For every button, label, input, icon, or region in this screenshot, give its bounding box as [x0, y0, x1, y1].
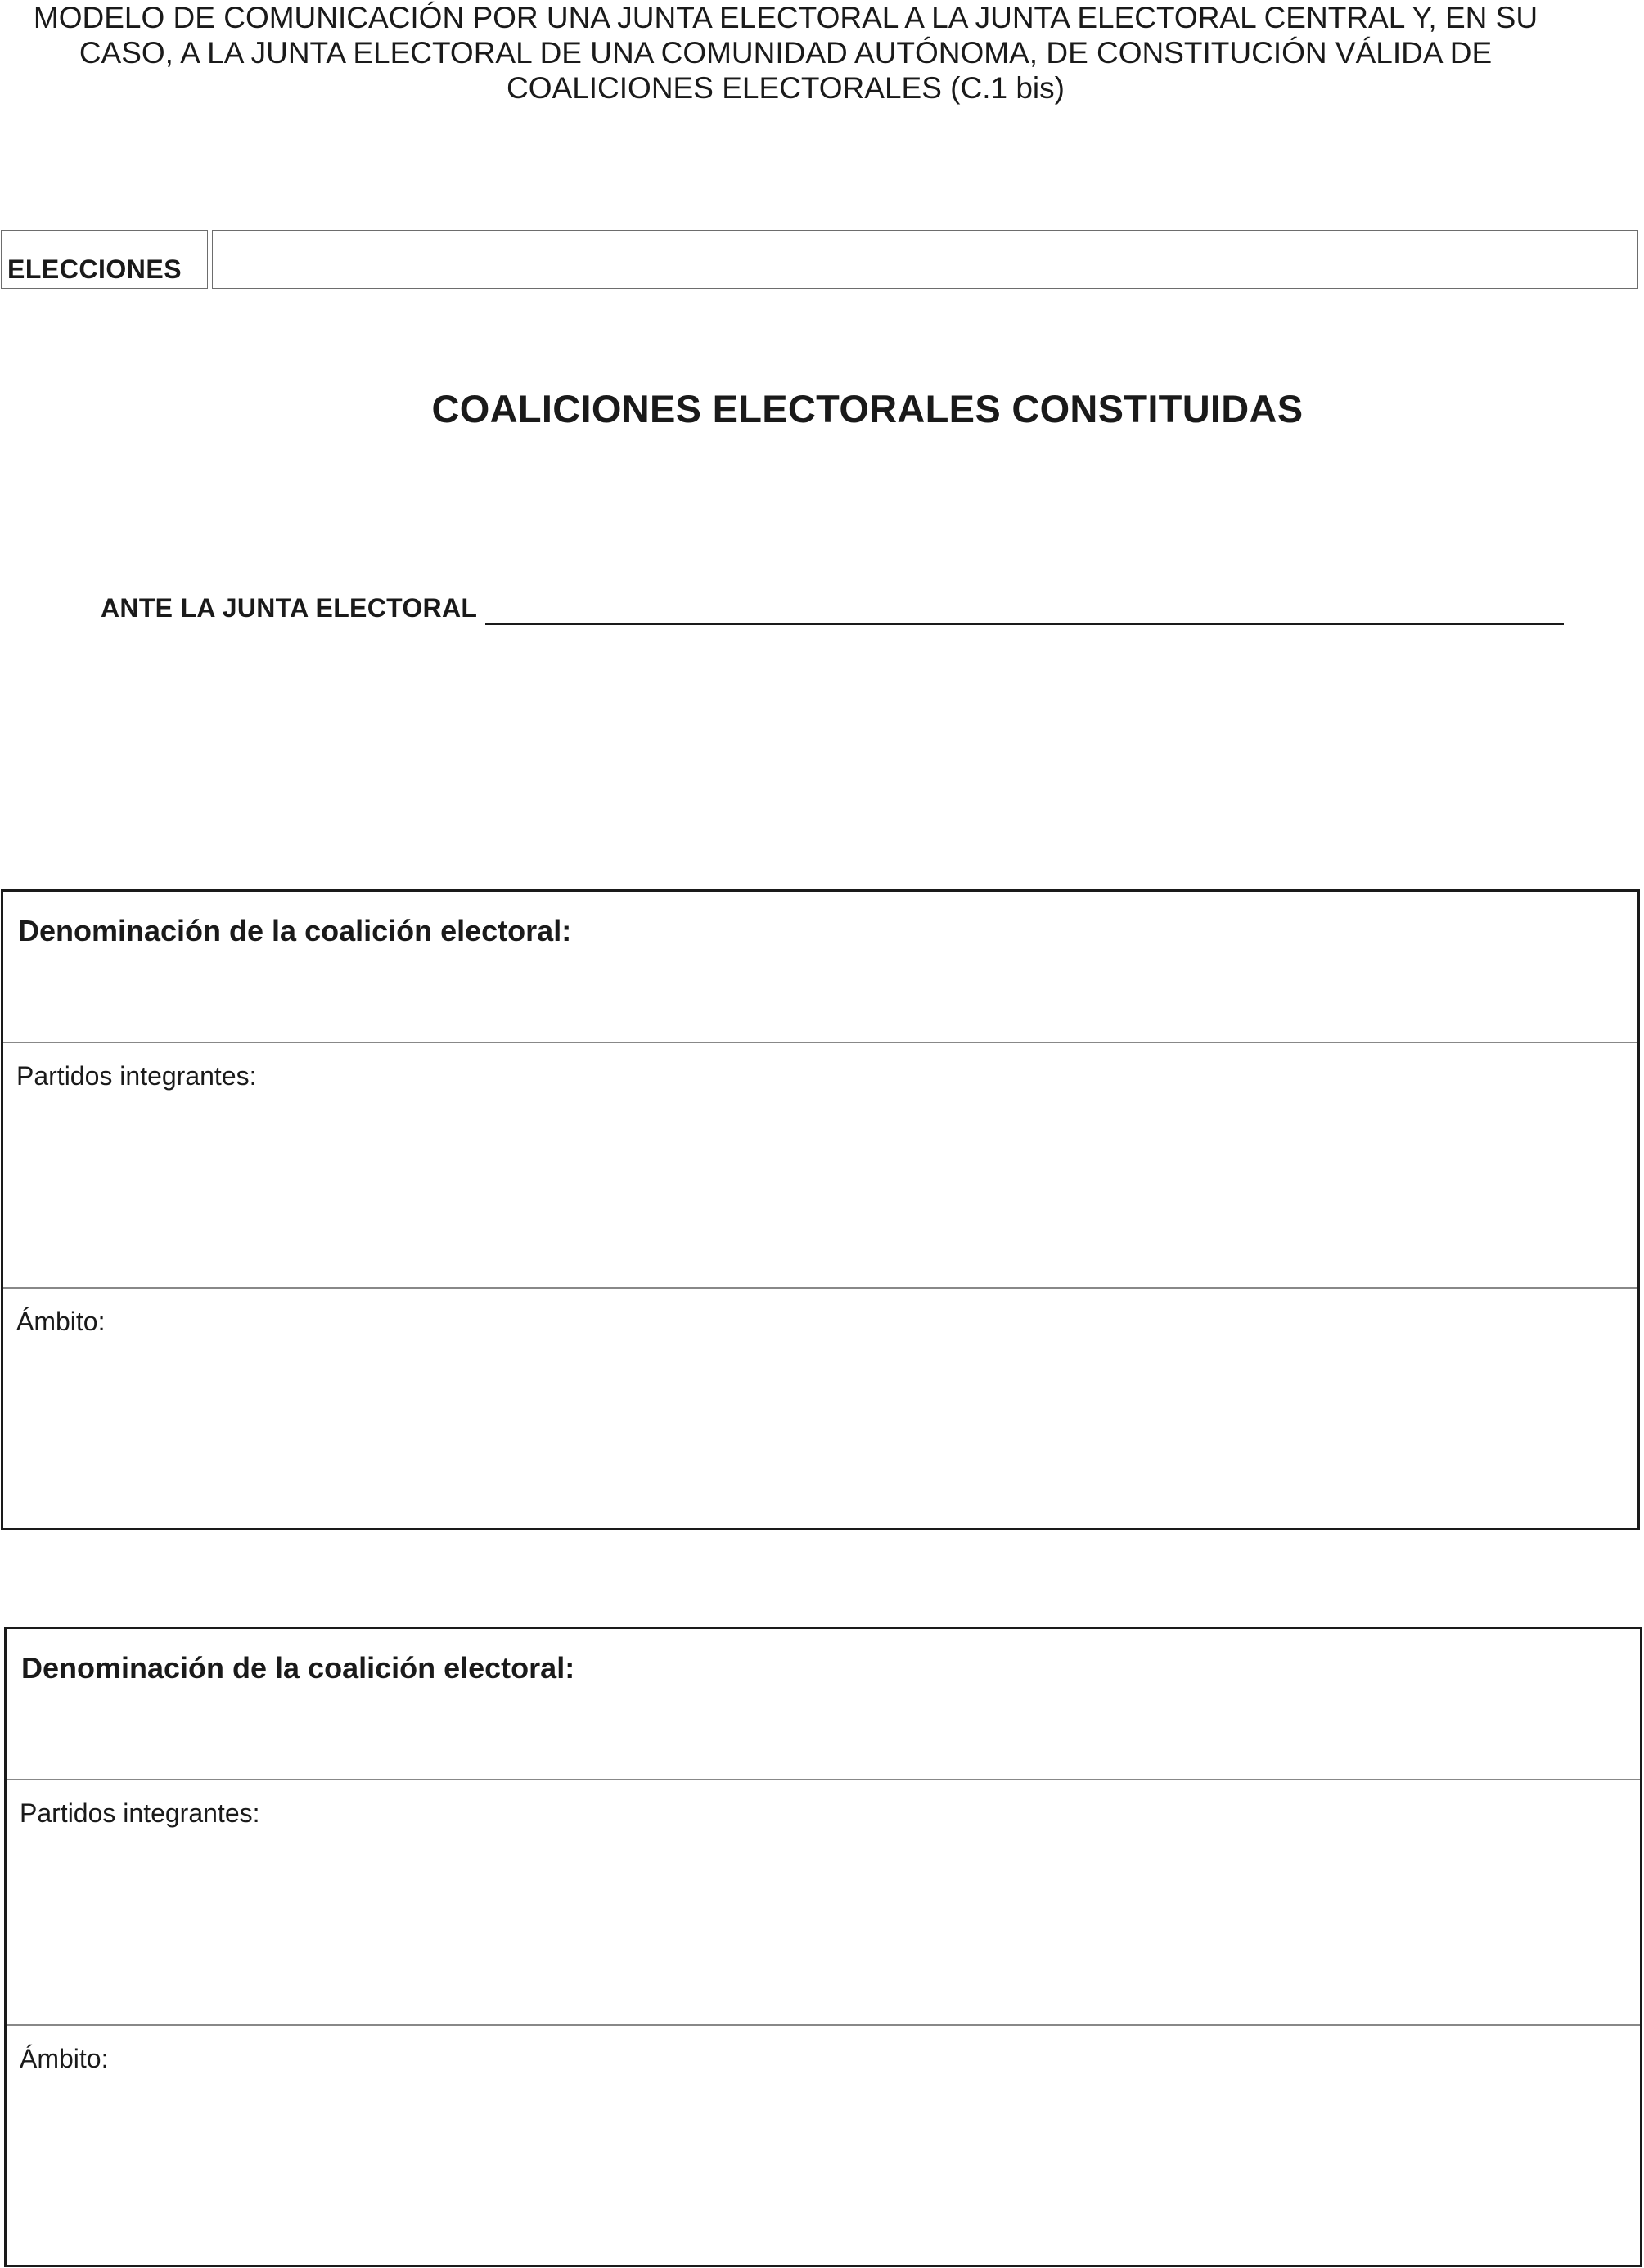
coalition-scope-label: Ámbito:: [20, 2044, 109, 2073]
elections-label: ELECCIONES: [7, 254, 182, 284]
junta-electoral-label: ANTE LA JUNTA ELECTORAL: [101, 593, 478, 623]
coalition-scope-row[interactable]: [3, 1289, 1637, 1528]
coalition-scope-label: Ámbito:: [16, 1307, 106, 1336]
elections-field[interactable]: [212, 230, 1638, 289]
elections-row: [1, 230, 1638, 290]
elections-label-cell: [1, 230, 208, 289]
coalition-box: [4, 1627, 1642, 2267]
coalition-scope-row[interactable]: [7, 2026, 1640, 2265]
coalition-parties-label: Partidos integrantes:: [16, 1061, 257, 1091]
coalition-parties-row[interactable]: [3, 1043, 1637, 1289]
junta-electoral-field[interactable]: [485, 623, 1564, 625]
coalition-parties-label: Partidos integrantes:: [20, 1798, 260, 1828]
coalition-name-row[interactable]: [7, 1629, 1640, 1780]
document-title: MODELO DE COMUNICACIÓN POR UNA JUNTA ELECTORAL A LA JUNTA ELECTORAL CENTRAL Y, EN SU CASO, A LA JUNTA ELECTORAL DE UNA COMUNIDAD AUTÓNOMA, DE CONSTITUCIÓN VÁLIDA DE COALICIONES ELECTORALES (C.1 bis): [33, 1, 1538, 105]
coalition-name-label: Denominación de la coalición electoral:: [18, 914, 572, 947]
junta-electoral-line: [101, 591, 1564, 623]
coalition-parties-row[interactable]: [7, 1780, 1640, 2026]
section-heading: COALICIONES ELECTORALES CONSTITUIDAS: [431, 387, 1304, 430]
coalition-name-label: Denominación de la coalición electoral:: [21, 1651, 575, 1685]
coalition-box: [1, 889, 1640, 1530]
coalition-name-row[interactable]: [3, 892, 1637, 1043]
